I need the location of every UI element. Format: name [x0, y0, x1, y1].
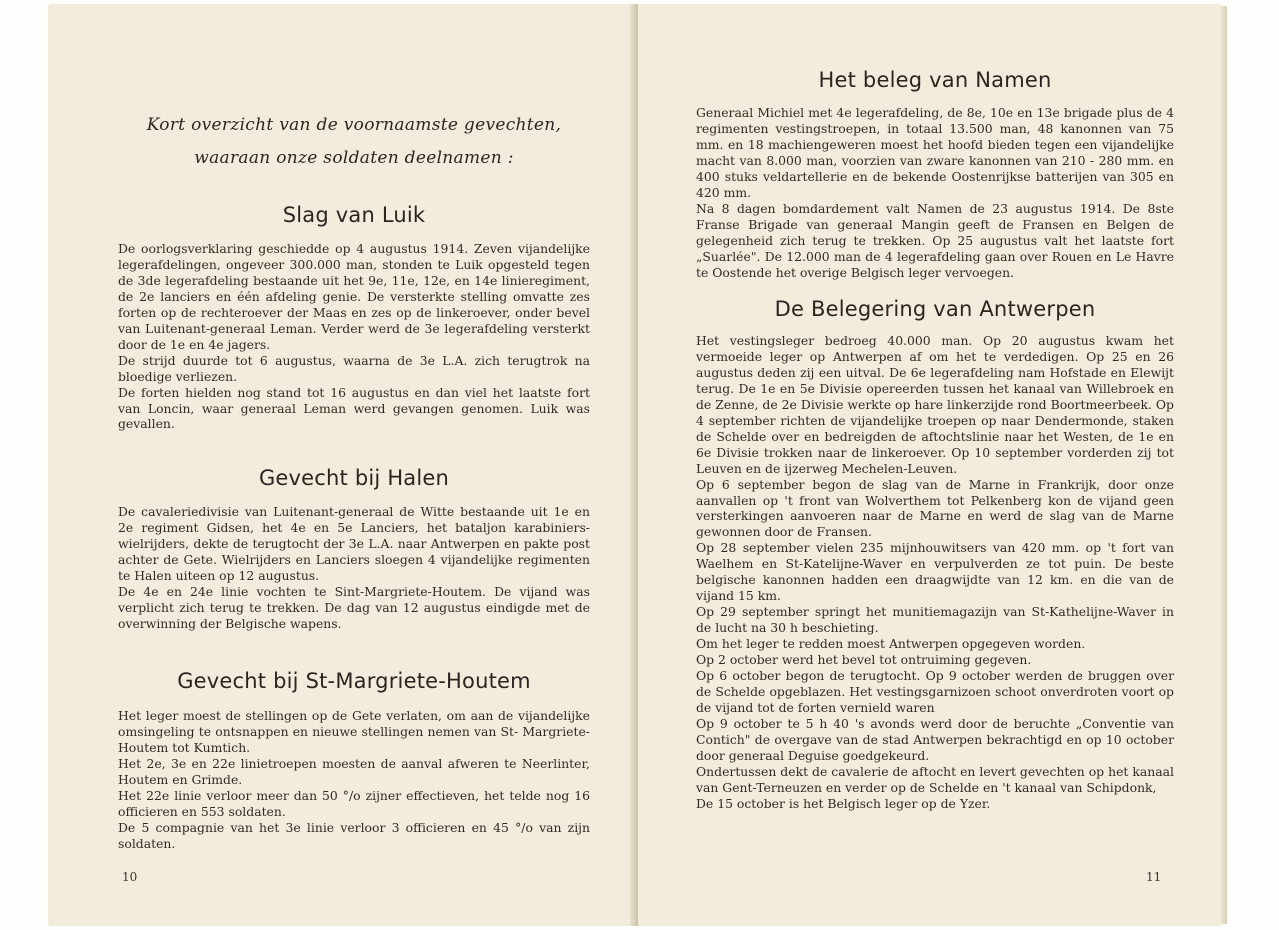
paragraph: De 4e en 24e linie vochten te Sint-Margriete-Houtem. De vijand was verplicht zich terug te trekken. De dag van 12 augustus eindigde met de overwinning der Belgische wapens.	[118, 583, 590, 631]
right-page	[638, 4, 1222, 926]
paragraph: Het 2e, 3e en 22e linietroepen moesten de aanval afweren te Neerlinter, Houtem en Grimde.	[118, 755, 590, 787]
page-number-right: 11	[1146, 870, 1162, 884]
paragraph: Het leger moest de stellingen op de Gete verlaten, om aan de vijandelijke omsingeling te ontsnappen en nieuwe stellingen nemen van St- Margriete-Houtem tot Kumtich.	[118, 708, 590, 755]
paragraph: Op 29 september springt het munitiemagazijn van St-Kathelijne-Waver in de lucht na 30 h beschieting.	[696, 604, 1174, 636]
paragraph: Op 9 october te 5 h 40 's avonds werd door de beruchte „Conventie van Contich" de overgave van de stad Antwerpen bekrachtigd en op 10 october door generaal Deguise goedgekeurd.	[696, 715, 1174, 763]
paragraph: Het vestingsleger bedroeg 40.000 man. Op 20 augustus kwam het vermoeide leger op Antwerpen af om het te verdedigen. Op 25 en 26 augustus deden zij een uitval. De 6e legerafdeling nam Hofstade en Elewijt terug. De 1e en 5e Divisie opereerden tussen het kanaal van Willebroek en de Zenne, de 2e Divisie werkte op hare linkerzijde rond Boortmeerbeek. Op 4 september richten de vijandelijke troepen op naar Dendermonde, staken de Schelde over en bedreigden de aftochtslinie naar het Westen, de 1e en 6e Divisie trokken naar de linkeroever. Op 10 september vorderden zij tot Leuven en de ijzerweg Mechelen-Leuven.	[696, 333, 1174, 476]
page-edge	[1221, 6, 1227, 924]
section-slag-van-luik	[118, 241, 590, 432]
section-belegering-van-antwerpen	[696, 333, 1174, 812]
paragraph: Ondertussen dekt de cavalerie de aftocht en levert gevechten op het kanaal van Gent-Terneuzen en verder op de Schelde en 't kanaal van Schipdonk,	[696, 763, 1174, 795]
paragraph: Het 22e linie verloor meer dan 50 °/o zijner effectieven, het telde nog 16 officieren en 553 soldaten.	[118, 787, 590, 819]
section-st-margriete-houtem	[118, 708, 590, 852]
heading-gevecht-bij-halen: Gevecht bij Halen	[258, 466, 450, 490]
intro-title-line-2: waaraan onze soldaten deelnamen :	[194, 148, 514, 168]
paragraph: De forten hielden nog stand tot 16 augustus en dan viel het laatste fort van Loncin, waar generaal Leman werd gevangen genomen. Luik was gevallen.	[118, 384, 590, 432]
section-gevecht-bij-halen	[118, 504, 590, 632]
paragraph: De 5 compagnie van het 3e linie verloor 3 officieren en 45 °/o van zijn soldaten.	[118, 819, 590, 851]
paragraph: Op 2 october werd het bevel tot ontruiming gegeven.	[696, 652, 1032, 668]
section-beleg-van-namen	[696, 105, 1174, 280]
intro-title-line-1: Kort overzicht van de voornaamste gevechten,	[146, 115, 562, 135]
heading-beleg-van-namen: Het beleg van Namen	[818, 68, 1052, 92]
paragraph: De strijd duurde tot 6 augustus, waarna de 3e L.A. zich terugtrok na bloedige verliezen.	[118, 352, 590, 384]
paragraph: Op 6 september begon de slag van de Marne in Frankrijk, door onze aanvallen op 't front van Wolverthem tot Pelkenberg kon de vijand geen versterkingen aanvoeren naar de Marne en werd de slag van de Marne gewonnen door de Fransen.	[696, 476, 1174, 540]
page-number-left: 10	[122, 870, 138, 884]
paragraph: Op 28 september vielen 235 mijnhouwitsers van 420 mm. op 't fort van Waelhem en St-Katelijne-Waver en verpulverden ze tot puin. De beste belgische kanonnen hadden een draagwijdte van 12 km. en die van de vijand 15 km.	[696, 540, 1174, 604]
heading-slag-van-luik: Slag van Luik	[282, 203, 426, 227]
right-column	[696, 4, 1174, 926]
left-page	[48, 4, 636, 926]
paragraph: De cavaleriedivisie van Luitenant-generaal de Witte bestaande uit 1e en 2e regiment Gidsen, het 4e en 5e Lanciers, het bataljon karabiniers-wielrijders, dekte de terugtocht der 3e L.A. naar Antwerpen en pakte post achter de Gete. Wielrijders en Lanciers sloegen 4 vijandelijke regimenten te Halen uiteen op 12 augustus.	[118, 504, 590, 583]
paragraph: Na 8 dagen bomdardement valt Namen de 23 augustus 1914. De 8ste Franse Brigade van generaal Mangin geeft de Fransen en Belgen de gelegenheid zich terug te trekken. Op 25 augustus valt het laatste fort „Suarlée". De 12.000 man de 4 legerafdeling gaan over Rouen en Le Havre te Oostende het overige Belgisch leger vervoegen.	[696, 200, 1174, 280]
paragraph: Generaal Michiel met 4e legerafdeling, de 8e, 10e en 13e brigade plus de 4 regimenten vestingstroepen, in totaal 13.500 man, 48 kanonnen van 75 mm. en 18 machiengeweren moest het hoofd bieden tegen een vijandelijke macht van 8.000 man, voorzien van zware kanonnen van 210 - 280 mm. en 400 stuks veldartellerie en de bekende Oostenrijkse batterijen van 305 en 420 mm.	[696, 105, 1174, 200]
left-column	[118, 4, 590, 926]
paragraph: De 15 october is het Belgisch leger op de Yzer.	[696, 795, 991, 811]
heading-belegering-van-antwerpen: De Belegering van Antwerpen	[774, 297, 1096, 321]
heading-gevecht-st-margriete-houtem: Gevecht bij St-Margriete-Houtem	[177, 669, 531, 693]
paragraph: Om het leger te redden moest Antwerpen opgegeven worden.	[696, 636, 1086, 652]
paragraph: De oorlogsverklaring geschiedde op 4 augustus 1914. Zeven vijandelijke legerafdelingen, ongeveer 300.000 man, stonden te Luik opgesteld tegen de 3de legerafdeling bestaande uit het 9e, 11e, 12e, en 14e linieregiment, de 2e lanciers en één afdeling genie. De versterkte stelling omvatte zes forten op de rechteroever der Maas en zes op de linkeroever, onder bevel van Luitenant-generaal Leman. Verder werd de 3e legerafdeling versterkt door de 1e en 4e jagers.	[118, 241, 590, 352]
paragraph: Op 6 october begon de terugtocht. Op 9 october werden de bruggen over de Schelde opgeblazen. Het vestingsgarnizoen schoot onverdroten voort op de vijand tot de forten vernield waren	[696, 668, 1174, 715]
